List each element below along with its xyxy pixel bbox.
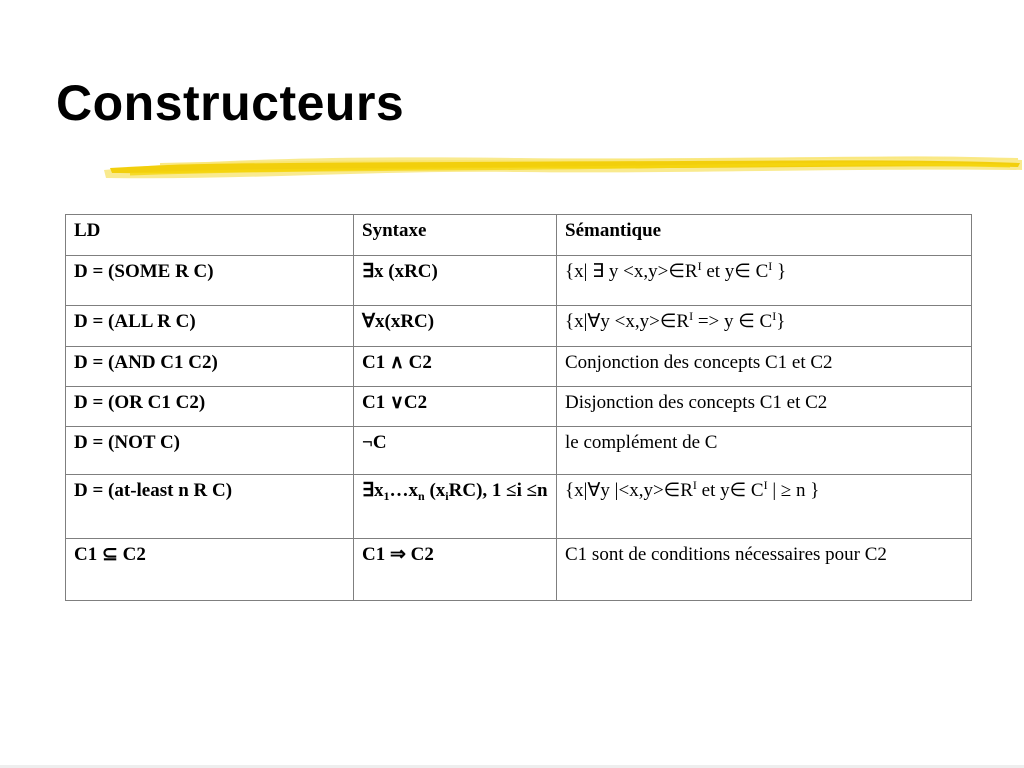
slide-title: Constructeurs — [56, 75, 405, 131]
cell-semantique: {x| ∃ $y <x,y>\in R^I$ et y∈ $C^I$ } — [557, 256, 972, 306]
table-header-row — [66, 215, 972, 256]
table-row — [66, 387, 972, 427]
cell-syntaxe: C1 ∨C2 — [354, 387, 557, 427]
highlighter-stroke-decoration — [100, 148, 1024, 188]
cell-semantique: C1 sont de conditions nécessaires pour C2 — [557, 539, 972, 601]
cell-syntaxe: ∃x (xRC) — [354, 256, 557, 306]
header-semantique: Sémantique — [557, 215, 972, 256]
cell-ld: D = (ALL R C) — [66, 306, 354, 347]
constructors-table — [65, 214, 972, 601]
table-row — [66, 539, 972, 601]
cell-syntaxe: C1 ⇒ C2 — [354, 539, 557, 601]
cell-semantique: Disjonction des concepts C1 et C2 — [557, 387, 972, 427]
cell-semantique: le complément de C — [557, 427, 972, 475]
cell-semantique: {x|∀y $<x,y>\in R^I => y$ ∈ $C^I$} — [557, 306, 972, 347]
header-syntaxe: Syntaxe — [354, 215, 557, 256]
table-row — [66, 256, 972, 306]
cell-ld: D = (NOT C) — [66, 427, 354, 475]
cell-ld: D = (at-least n R C) — [66, 475, 354, 539]
cell-syntaxe: ∀x(xRC) — [354, 306, 557, 347]
cell-semantique: {x|∀y $|<x,y>\in R^I$ et y∈ $C^I$ | ≥ n } — [557, 475, 972, 539]
cell-syntaxe: ¬C — [354, 427, 557, 475]
table-row — [66, 306, 972, 347]
cell-syntaxe: C1 ∧ C2 — [354, 347, 557, 387]
table-row — [66, 347, 972, 387]
cell-syntaxe: $\exists x_1\dots x_n$ $(x_iRC)$, 1 ≤i ≤n — [354, 475, 557, 539]
cell-ld: D = (OR C1 C2) — [66, 387, 354, 427]
table-row — [66, 475, 972, 539]
cell-ld: D = (AND C1 C2) — [66, 347, 354, 387]
header-ld: LD — [66, 215, 354, 256]
cell-semantique: Conjonction des concepts C1 et C2 — [557, 347, 972, 387]
cell-ld: D = (SOME R C) — [66, 256, 354, 306]
cell-ld: C1 ⊆ C2 — [66, 539, 354, 601]
table-row — [66, 427, 972, 475]
